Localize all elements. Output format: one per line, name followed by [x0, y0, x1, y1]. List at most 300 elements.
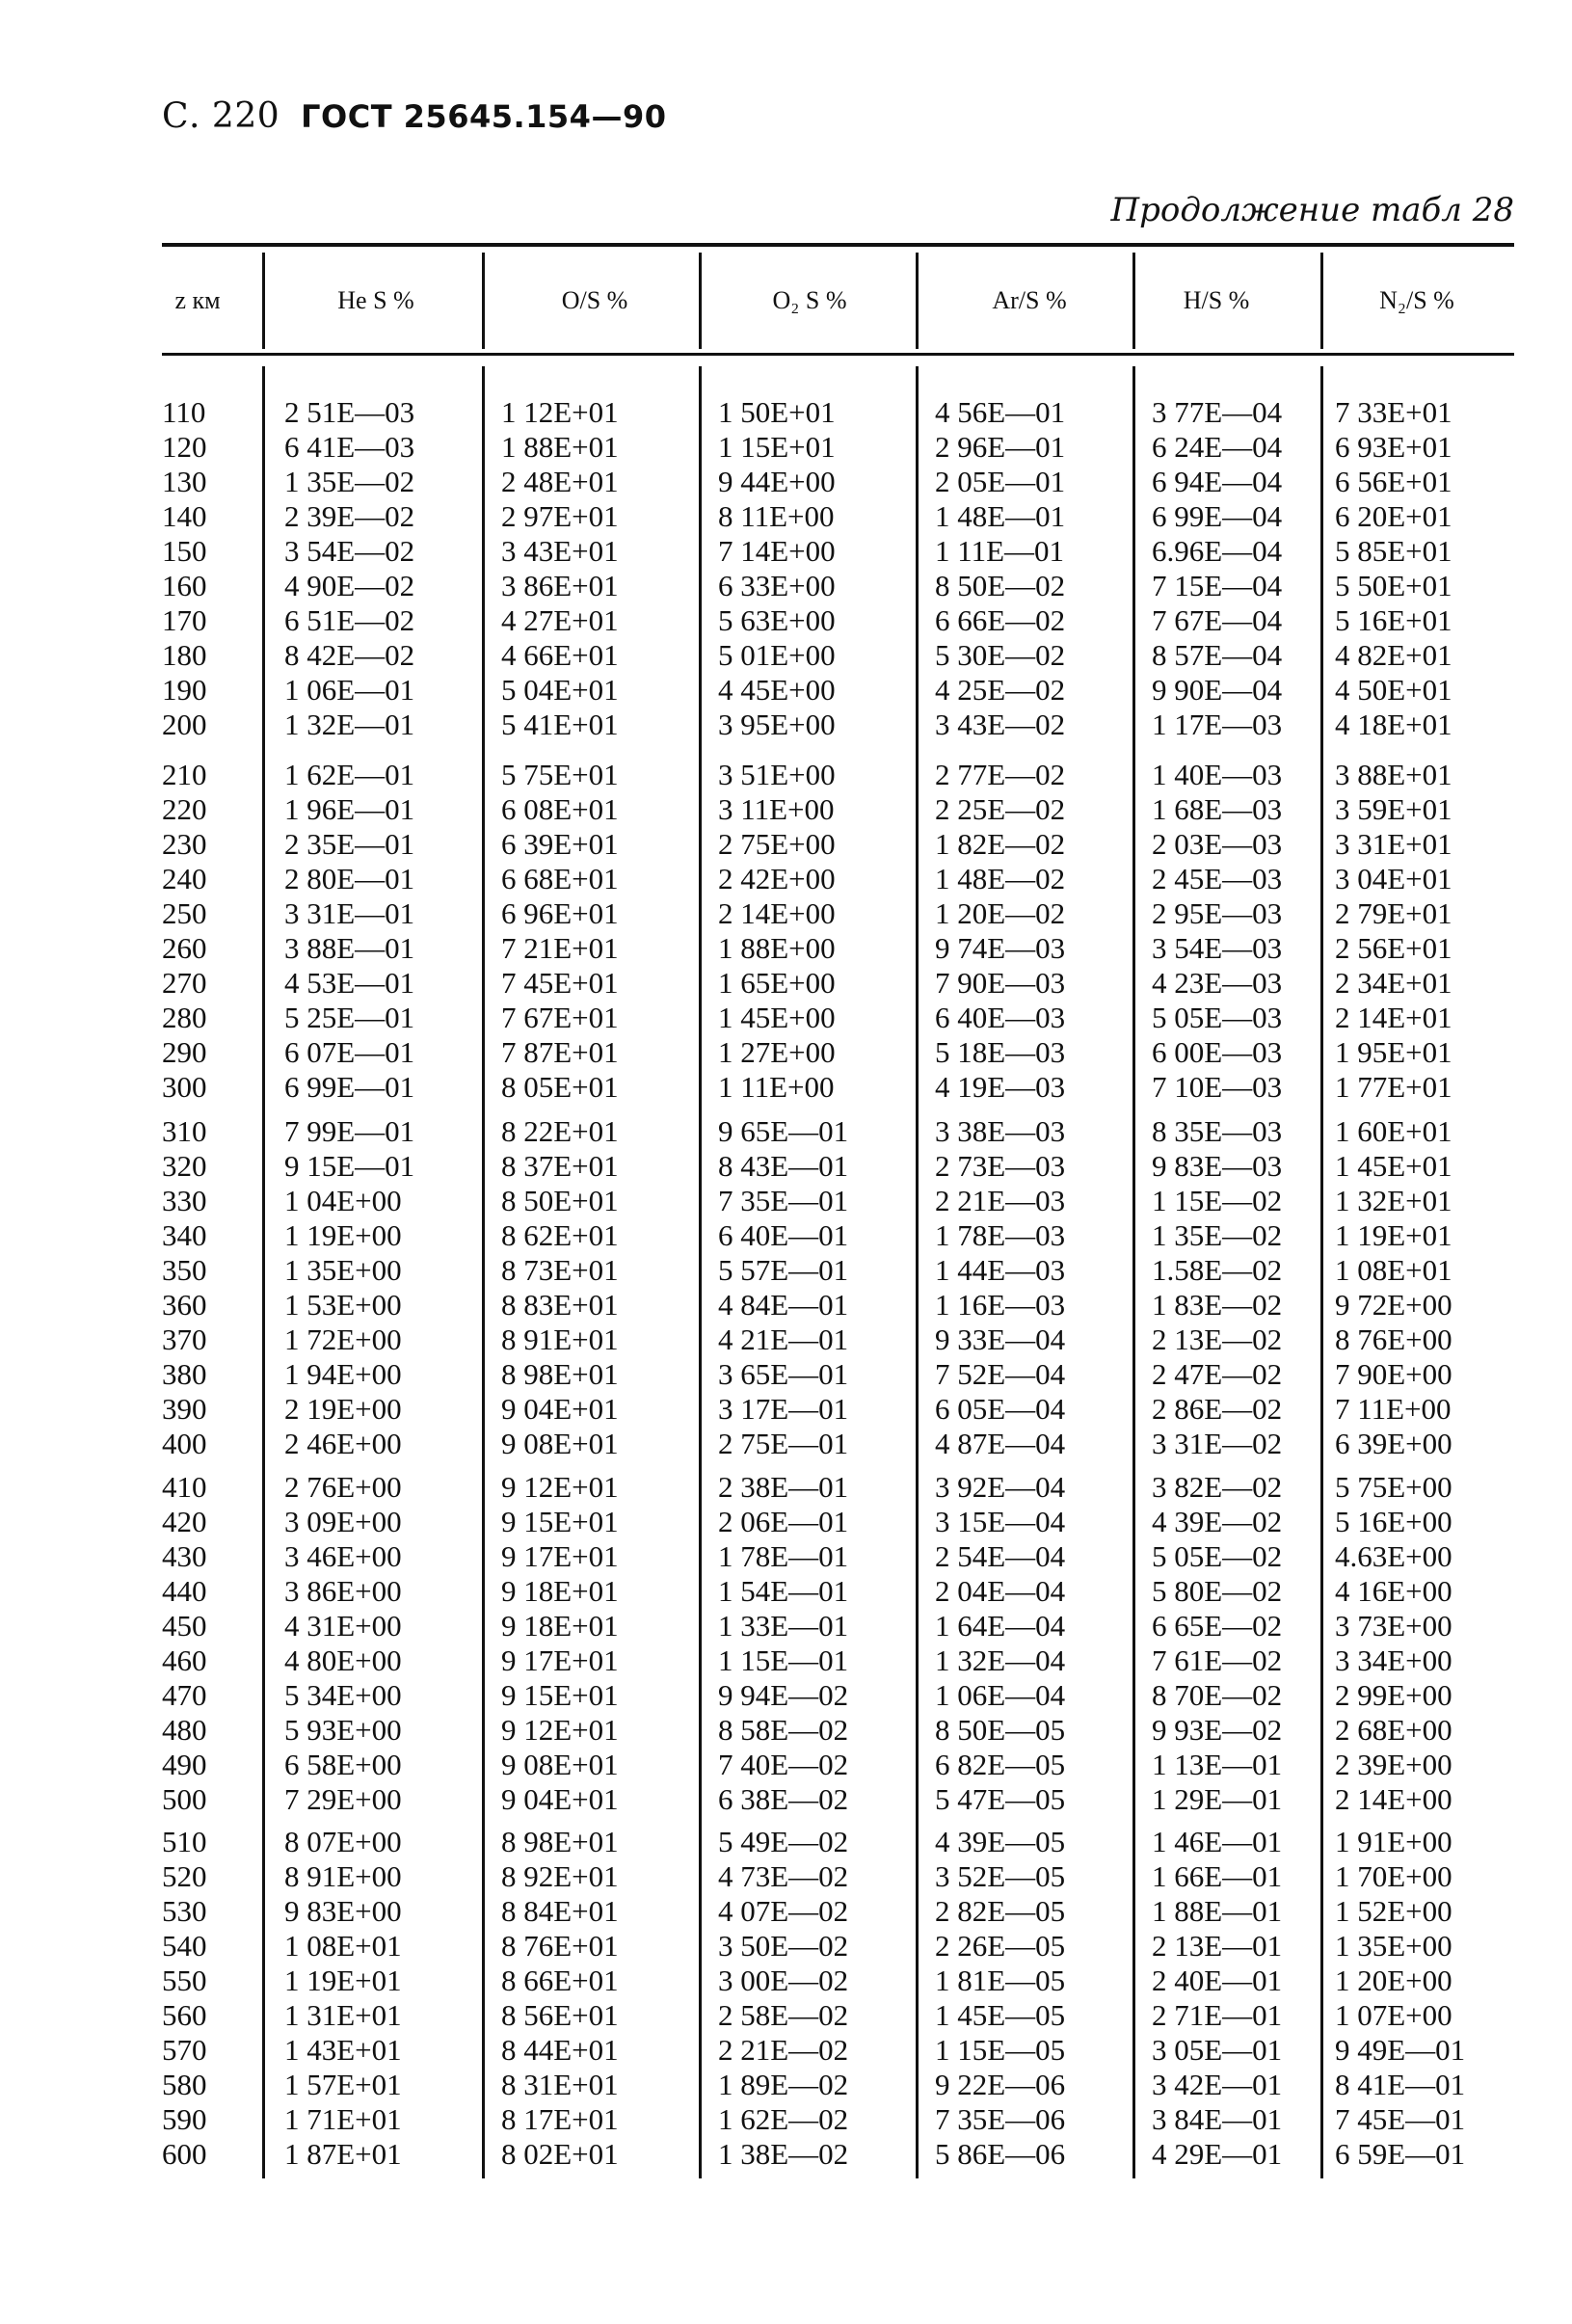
value-cell: 6 68E+01 [501, 862, 619, 895]
value-cell: 3 54E—03 [1152, 931, 1283, 965]
value-cell: 1 95E+01 [1335, 1035, 1452, 1069]
value-cell: 1 32E—01 [284, 708, 415, 741]
value-cell: 8 05E+01 [501, 1070, 619, 1104]
value-cell: 3 88E—01 [284, 931, 415, 965]
value-cell: 2 13E—01 [1152, 1929, 1283, 1963]
value-cell: 8 42E—02 [284, 638, 415, 672]
altitude-cell: 280 [162, 1001, 207, 1034]
value-cell: 1 43E+01 [284, 2033, 402, 2067]
value-cell: 9 44E+00 [718, 465, 836, 498]
value-cell: 2 26E—05 [935, 1929, 1066, 1963]
value-cell: 8 84E+01 [501, 1894, 619, 1928]
altitude-cell: 380 [162, 1357, 207, 1391]
value-cell: 3 00E—02 [718, 1963, 849, 1997]
value-cell: 1 32E—04 [935, 1643, 1066, 1677]
value-cell: 4 16E+00 [1335, 1574, 1452, 1608]
value-cell: 2 51E—03 [284, 395, 415, 429]
value-cell: 7 35E—01 [718, 1184, 849, 1217]
value-cell: 3 31E—01 [284, 896, 415, 930]
value-cell: 1 62E—01 [284, 758, 415, 791]
table-row [0, 1678, 1452, 1713]
value-cell: 8 50E—02 [935, 569, 1066, 602]
table-row [0, 1505, 1452, 1539]
table-row [0, 2033, 1466, 2068]
value-cell: 3 92E—04 [935, 1470, 1066, 1504]
value-cell: 6 39E+00 [1335, 1427, 1452, 1460]
value-cell: 8 73E+01 [501, 1253, 619, 1287]
value-cell: 9 83E+00 [284, 1894, 402, 1928]
value-cell: 1 68E—03 [1152, 792, 1283, 826]
value-cell: 5 25E—01 [284, 1001, 415, 1034]
column-divider [916, 253, 919, 349]
altitude-cell: 110 [162, 395, 206, 429]
altitude-cell: 140 [162, 499, 207, 533]
value-cell: 1 08E+01 [1335, 1253, 1452, 1287]
table-row [0, 1998, 1452, 2033]
table-row [0, 465, 1452, 499]
table-row [0, 1539, 1452, 1574]
value-cell: 7 35E—06 [935, 2102, 1066, 2136]
value-cell: 8 44E+01 [501, 2033, 619, 2067]
value-cell: 3 52E—05 [935, 1859, 1066, 1893]
value-cell: 5 01E+00 [718, 638, 836, 672]
value-cell: 6 66E—02 [935, 603, 1066, 637]
value-cell: 9 49E—01 [1335, 2033, 1466, 2067]
altitude-cell: 190 [162, 673, 207, 707]
value-cell: 1 35E+00 [284, 1253, 402, 1287]
value-cell: 2 40E—01 [1152, 1963, 1283, 1997]
table-row [0, 1894, 1452, 1929]
column-header: O₂ S % [772, 286, 847, 314]
altitude-cell: 530 [162, 1894, 207, 1928]
value-cell: 8 22E+01 [501, 1114, 619, 1148]
altitude-cell: 180 [162, 638, 207, 672]
table-row [0, 1427, 1452, 1461]
value-cell: 9 12E+01 [501, 1713, 619, 1747]
value-cell: 1 88E—01 [1152, 1894, 1283, 1928]
altitude-cell: 150 [162, 534, 207, 568]
altitude-cell: 240 [162, 862, 207, 895]
value-cell: 5 34E+00 [284, 1678, 402, 1712]
value-cell: 3 04E+01 [1335, 862, 1452, 895]
value-cell: 3 77E—04 [1152, 395, 1283, 429]
value-cell: 7 67E+01 [501, 1001, 619, 1034]
altitude-cell: 500 [162, 1782, 207, 1816]
value-cell: 5 05E—02 [1152, 1539, 1283, 1573]
value-cell: 7 67E—04 [1152, 603, 1283, 637]
value-cell: 6 41E—03 [284, 430, 415, 464]
value-cell: 8 02E+01 [501, 2137, 619, 2171]
value-cell: 8 92E+01 [501, 1859, 619, 1893]
value-cell: 9 72E+00 [1335, 1288, 1452, 1322]
value-cell: 2 75E+00 [718, 827, 836, 861]
value-cell: 2 14E+00 [1335, 1782, 1452, 1816]
value-cell: 3 51E+00 [718, 758, 836, 791]
value-cell: 9 93E—02 [1152, 1713, 1283, 1747]
value-cell: 1 62E—02 [718, 2102, 849, 2136]
value-cell: 6 99E—01 [284, 1070, 415, 1104]
altitude-cell: 590 [162, 2102, 207, 2136]
value-cell: 4 27E+01 [501, 603, 619, 637]
table-row [0, 966, 1452, 1001]
value-cell: 5 57E—01 [718, 1253, 849, 1287]
value-cell: 9 04E+01 [501, 1782, 619, 1816]
table-row [0, 896, 1452, 931]
value-cell: 4 56E—01 [935, 395, 1066, 429]
table-row [0, 1070, 1452, 1105]
value-cell: 1 27E+00 [718, 1035, 836, 1069]
altitude-cell: 600 [162, 2137, 207, 2171]
value-cell: 5 75E+00 [1335, 1470, 1452, 1504]
altitude-cell: 360 [162, 1288, 207, 1322]
value-cell: 9 83E—03 [1152, 1149, 1283, 1183]
value-cell: 8 66E+01 [501, 1963, 619, 1997]
value-cell: 1 08E+01 [284, 1929, 402, 1963]
altitude-cell: 480 [162, 1713, 207, 1747]
altitude-cell: 420 [162, 1505, 207, 1538]
value-cell: 8 98E+01 [501, 1357, 619, 1391]
value-cell: 2 39E+00 [1335, 1748, 1452, 1781]
altitude-cell: 490 [162, 1748, 207, 1781]
value-cell: 2 45E—03 [1152, 862, 1283, 895]
value-cell: 4 29E—01 [1152, 2137, 1283, 2171]
altitude-cell: 330 [162, 1184, 207, 1217]
value-cell: 1 04E+00 [284, 1184, 402, 1217]
value-cell: 9 65E—01 [718, 1114, 849, 1148]
value-cell: 2 82E—05 [935, 1894, 1066, 1928]
value-cell: 8 43E—01 [718, 1149, 849, 1183]
column-header: Ar/S % [992, 286, 1067, 314]
value-cell: 1 38E—02 [718, 2137, 849, 2171]
value-cell: 5 04E+01 [501, 673, 619, 707]
value-cell: 1 35E+00 [1335, 1929, 1452, 1963]
value-cell: 3 86E+00 [284, 1574, 402, 1608]
value-cell: 2 42E+00 [718, 862, 836, 895]
value-cell: 6 38E—02 [718, 1782, 849, 1816]
value-cell: 1 72E+00 [284, 1322, 402, 1356]
value-cell: 3 50E—02 [718, 1929, 849, 1963]
value-cell: 8 58E—02 [718, 1713, 849, 1747]
value-cell: 8 41E—01 [1335, 2068, 1466, 2101]
altitude-cell: 130 [162, 465, 207, 498]
value-cell: 2 21E—02 [718, 2033, 849, 2067]
value-cell: 1 78E—03 [935, 1218, 1066, 1252]
altitude-cell: 450 [162, 1609, 207, 1643]
value-cell: 3 31E+01 [1335, 827, 1452, 861]
table-row [0, 1713, 1452, 1748]
value-cell: 9 15E+01 [501, 1678, 619, 1712]
value-cell: 1 35E—02 [284, 465, 415, 498]
column-divider [1320, 253, 1323, 349]
value-cell: 3 59E+01 [1335, 792, 1452, 826]
value-cell: 3 54E—02 [284, 534, 415, 568]
value-cell: 3 73E+00 [1335, 1609, 1452, 1643]
column-divider [1132, 253, 1135, 349]
table-row [0, 1643, 1452, 1678]
value-cell: 2 95E—03 [1152, 896, 1283, 930]
altitude-cell: 370 [162, 1322, 207, 1356]
value-cell: 5 16E+01 [1335, 603, 1452, 637]
table-row [0, 1357, 1452, 1392]
value-cell: 3 65E—01 [718, 1357, 849, 1391]
value-cell: 6 00E—03 [1152, 1035, 1283, 1069]
value-cell: 8 91E+00 [284, 1859, 402, 1893]
value-cell: 5 18E—03 [935, 1035, 1066, 1069]
value-cell: 1 19E+00 [284, 1218, 402, 1252]
table-row [0, 569, 1452, 603]
table-row [0, 862, 1452, 896]
value-cell: 1 91E+00 [1335, 1825, 1452, 1858]
altitude-cell: 570 [162, 2033, 207, 2067]
value-cell: 1 50E+01 [718, 395, 836, 429]
table-row [0, 1322, 1452, 1357]
table-row [0, 2137, 1466, 2172]
value-cell: 1 20E+00 [1335, 1963, 1452, 1997]
value-cell: 5 47E—05 [935, 1782, 1066, 1816]
value-cell: 8 37E+01 [501, 1149, 619, 1183]
value-cell: 3 09E+00 [284, 1505, 402, 1538]
value-cell: 6 40E—01 [718, 1218, 849, 1252]
value-cell: 8 76E+01 [501, 1929, 619, 1963]
value-cell: 4.63E+00 [1335, 1539, 1452, 1573]
value-cell: 3 38E—03 [935, 1114, 1066, 1148]
value-cell: 3 31E—02 [1152, 1427, 1283, 1460]
value-cell: 1 06E—04 [935, 1678, 1066, 1712]
value-cell: 2 71E—01 [1152, 1998, 1283, 2032]
table-row [0, 1218, 1452, 1253]
value-cell: 4 90E—02 [284, 569, 415, 602]
value-cell: 1 52E+00 [1335, 1894, 1452, 1928]
value-cell: 4 45E+00 [718, 673, 836, 707]
value-cell: 7 33E+01 [1335, 395, 1452, 429]
value-cell: 1 82E—02 [935, 827, 1066, 861]
value-cell: 2 35E—01 [284, 827, 415, 861]
value-cell: 1 64E—04 [935, 1609, 1066, 1643]
value-cell: 6 59E—01 [1335, 2137, 1466, 2171]
value-cell: 1 33E—01 [718, 1609, 849, 1643]
value-cell: 6 39E+01 [501, 827, 619, 861]
value-cell: 9 04E+01 [501, 1392, 619, 1426]
table-row [0, 1470, 1452, 1505]
value-cell: 4 82E+01 [1335, 638, 1452, 672]
value-cell: 2 99E+00 [1335, 1678, 1452, 1712]
value-cell: 1 32E+01 [1335, 1184, 1452, 1217]
value-cell: 3 84E—01 [1152, 2102, 1283, 2136]
value-cell: 8 11E+00 [718, 499, 835, 533]
value-cell: 6 82E—05 [935, 1748, 1066, 1781]
value-cell: 7 90E—03 [935, 966, 1066, 1000]
value-cell: 2 75E—01 [718, 1427, 849, 1460]
table-row [0, 827, 1452, 862]
value-cell: 6.96E—04 [1152, 534, 1283, 568]
value-cell: 6 40E—03 [935, 1001, 1066, 1034]
value-cell: 1 45E—05 [935, 1998, 1066, 2032]
value-cell: 5 85E+01 [1335, 534, 1452, 568]
table-row [0, 1253, 1452, 1288]
value-cell: 1 48E—02 [935, 862, 1066, 895]
value-cell: 8 70E—02 [1152, 1678, 1283, 1712]
table-row [0, 1149, 1452, 1184]
altitude-cell: 400 [162, 1427, 207, 1460]
value-cell: 2 58E—02 [718, 1998, 849, 2032]
value-cell: 1 88E+00 [718, 931, 836, 965]
table-continuation-label: Продолжение табл 28 [1110, 191, 1514, 229]
value-cell: 6 07E—01 [284, 1035, 415, 1069]
altitude-cell: 540 [162, 1929, 207, 1963]
value-cell: 1 11E+00 [718, 1070, 835, 1104]
value-cell: 6 96E+01 [501, 896, 619, 930]
value-cell: 3 86E+01 [501, 569, 619, 602]
altitude-cell: 440 [162, 1574, 207, 1608]
altitude-cell: 250 [162, 896, 207, 930]
value-cell: 2 77E—02 [935, 758, 1066, 791]
altitude-cell: 270 [162, 966, 207, 1000]
value-cell: 7 29E+00 [284, 1782, 402, 1816]
value-cell: 3 46E+00 [284, 1539, 402, 1573]
value-cell: 8 17E+01 [501, 2102, 619, 2136]
column-divider [482, 253, 485, 349]
value-cell: 4 39E—05 [935, 1825, 1066, 1858]
value-cell: 4 73E—02 [718, 1859, 849, 1893]
value-cell: 2 38E—01 [718, 1470, 849, 1504]
value-cell: 2 19E+00 [284, 1392, 402, 1426]
value-cell: 4 50E+01 [1335, 673, 1452, 707]
value-cell: 9 18E+01 [501, 1574, 619, 1608]
value-cell: 1 81E—05 [935, 1963, 1066, 1997]
value-cell: 9 17E+01 [501, 1643, 619, 1677]
value-cell: 5 63E+00 [718, 603, 836, 637]
value-cell: 8 50E+01 [501, 1184, 619, 1217]
table-row [0, 2102, 1466, 2137]
value-cell: 8 56E+01 [501, 1998, 619, 2032]
value-cell: 2 05E—01 [935, 465, 1066, 498]
altitude-cell: 410 [162, 1470, 207, 1504]
value-cell: 8 57E—04 [1152, 638, 1283, 672]
value-cell: 3 88E+01 [1335, 758, 1452, 791]
altitude-cell: 320 [162, 1149, 207, 1183]
value-cell: 2 79E+01 [1335, 896, 1452, 930]
table-row [0, 673, 1452, 708]
value-cell: 3 15E—04 [935, 1505, 1066, 1538]
table-row [0, 1574, 1452, 1609]
value-cell: 2 68E+00 [1335, 1713, 1452, 1747]
table-row [0, 603, 1452, 638]
value-cell: 5 86E—06 [935, 2137, 1066, 2171]
standard-number: ГОСТ 25645.154—90 [301, 98, 667, 135]
column-header: He S % [337, 286, 414, 314]
value-cell: 1 45E+00 [718, 1001, 836, 1034]
value-cell: 8 50E—05 [935, 1713, 1066, 1747]
value-cell: 1 40E—03 [1152, 758, 1283, 791]
altitude-cell: 260 [162, 931, 207, 965]
altitude-cell: 210 [162, 758, 207, 791]
value-cell: 4 66E+01 [501, 638, 619, 672]
value-cell: 1 88E+01 [501, 430, 619, 464]
value-cell: 2 39E—02 [284, 499, 415, 533]
table-top-rule [162, 243, 1514, 247]
value-cell: 1 48E—01 [935, 499, 1066, 533]
value-cell: 9 94E—02 [718, 1678, 849, 1712]
value-cell: 8 91E+01 [501, 1322, 619, 1356]
value-cell: 8 83E+01 [501, 1288, 619, 1322]
table-row [0, 2068, 1466, 2102]
altitude-cell: 520 [162, 1859, 207, 1893]
value-cell: 6 58E+00 [284, 1748, 402, 1781]
value-cell: 5 41E+01 [501, 708, 619, 741]
value-cell: 5 16E+00 [1335, 1505, 1452, 1538]
value-cell: 5 49E—02 [718, 1825, 849, 1858]
value-cell: 4 87E—04 [935, 1427, 1066, 1460]
value-cell: 5 30E—02 [935, 638, 1066, 672]
value-cell: 2 76E+00 [284, 1470, 402, 1504]
altitude-cell: 340 [162, 1218, 207, 1252]
value-cell: 9 17E+01 [501, 1539, 619, 1573]
value-cell: 1 15E—05 [935, 2033, 1066, 2067]
altitude-cell: 390 [162, 1392, 207, 1426]
value-cell: 7 21E+01 [501, 931, 619, 965]
value-cell: 8 98E+01 [501, 1825, 619, 1858]
value-cell: 3 95E+00 [718, 708, 836, 741]
value-cell: 1 07E+00 [1335, 1998, 1452, 2032]
value-cell: 9 08E+01 [501, 1748, 619, 1781]
value-cell: 7 11E+00 [1335, 1392, 1452, 1426]
value-cell: 7 52E—04 [935, 1357, 1066, 1391]
value-cell: 4 80E+00 [284, 1643, 402, 1677]
value-cell: 1 78E—01 [718, 1539, 849, 1573]
value-cell: 1 19E+01 [1335, 1218, 1452, 1252]
altitude-cell: 310 [162, 1114, 207, 1148]
value-cell: 1 16E—03 [935, 1288, 1066, 1322]
table-row [0, 1001, 1452, 1035]
value-cell: 6 94E—04 [1152, 465, 1283, 498]
value-cell: 7 10E—03 [1152, 1070, 1283, 1104]
value-cell: 2 47E—02 [1152, 1357, 1283, 1391]
altitude-cell: 560 [162, 1998, 207, 2032]
value-cell: 1 77E+01 [1335, 1070, 1452, 1104]
table-row [0, 792, 1452, 827]
value-cell: 6 05E—04 [935, 1392, 1066, 1426]
column-header: O/S % [561, 286, 628, 314]
value-cell: 8 76E+00 [1335, 1322, 1452, 1356]
value-cell: 4 31E+00 [284, 1609, 402, 1643]
value-cell: 1 11E—01 [935, 534, 1065, 568]
value-cell: 1 20E—02 [935, 896, 1066, 930]
value-cell: 1 15E+01 [718, 430, 836, 464]
table-row [0, 1114, 1452, 1149]
value-cell: 9 90E—04 [1152, 673, 1283, 707]
value-cell: 6 99E—04 [1152, 499, 1283, 533]
value-cell: 1 60E+01 [1335, 1114, 1452, 1148]
value-cell: 1 44E—03 [935, 1253, 1066, 1287]
value-cell: 8 35E—03 [1152, 1114, 1283, 1148]
value-cell: 3 11E+00 [718, 792, 835, 826]
value-cell: 3 43E—02 [935, 708, 1066, 741]
value-cell: 5 50E+01 [1335, 569, 1452, 602]
value-cell: 6 51E—02 [284, 603, 415, 637]
value-cell: 9 15E—01 [284, 1149, 415, 1183]
value-cell: 6 56E+01 [1335, 465, 1452, 498]
value-cell: 4 23E—03 [1152, 966, 1283, 1000]
value-cell: 9 08E+01 [501, 1427, 619, 1460]
table-row [0, 931, 1452, 966]
value-cell: 2 14E+00 [718, 896, 836, 930]
value-cell: 1 83E—02 [1152, 1288, 1283, 1322]
value-cell: 1 94E+00 [284, 1357, 402, 1391]
value-cell: 1 29E—01 [1152, 1782, 1283, 1816]
table-row [0, 430, 1452, 465]
value-cell: 8 62E+01 [501, 1218, 619, 1252]
value-cell: 7 15E—04 [1152, 569, 1283, 602]
